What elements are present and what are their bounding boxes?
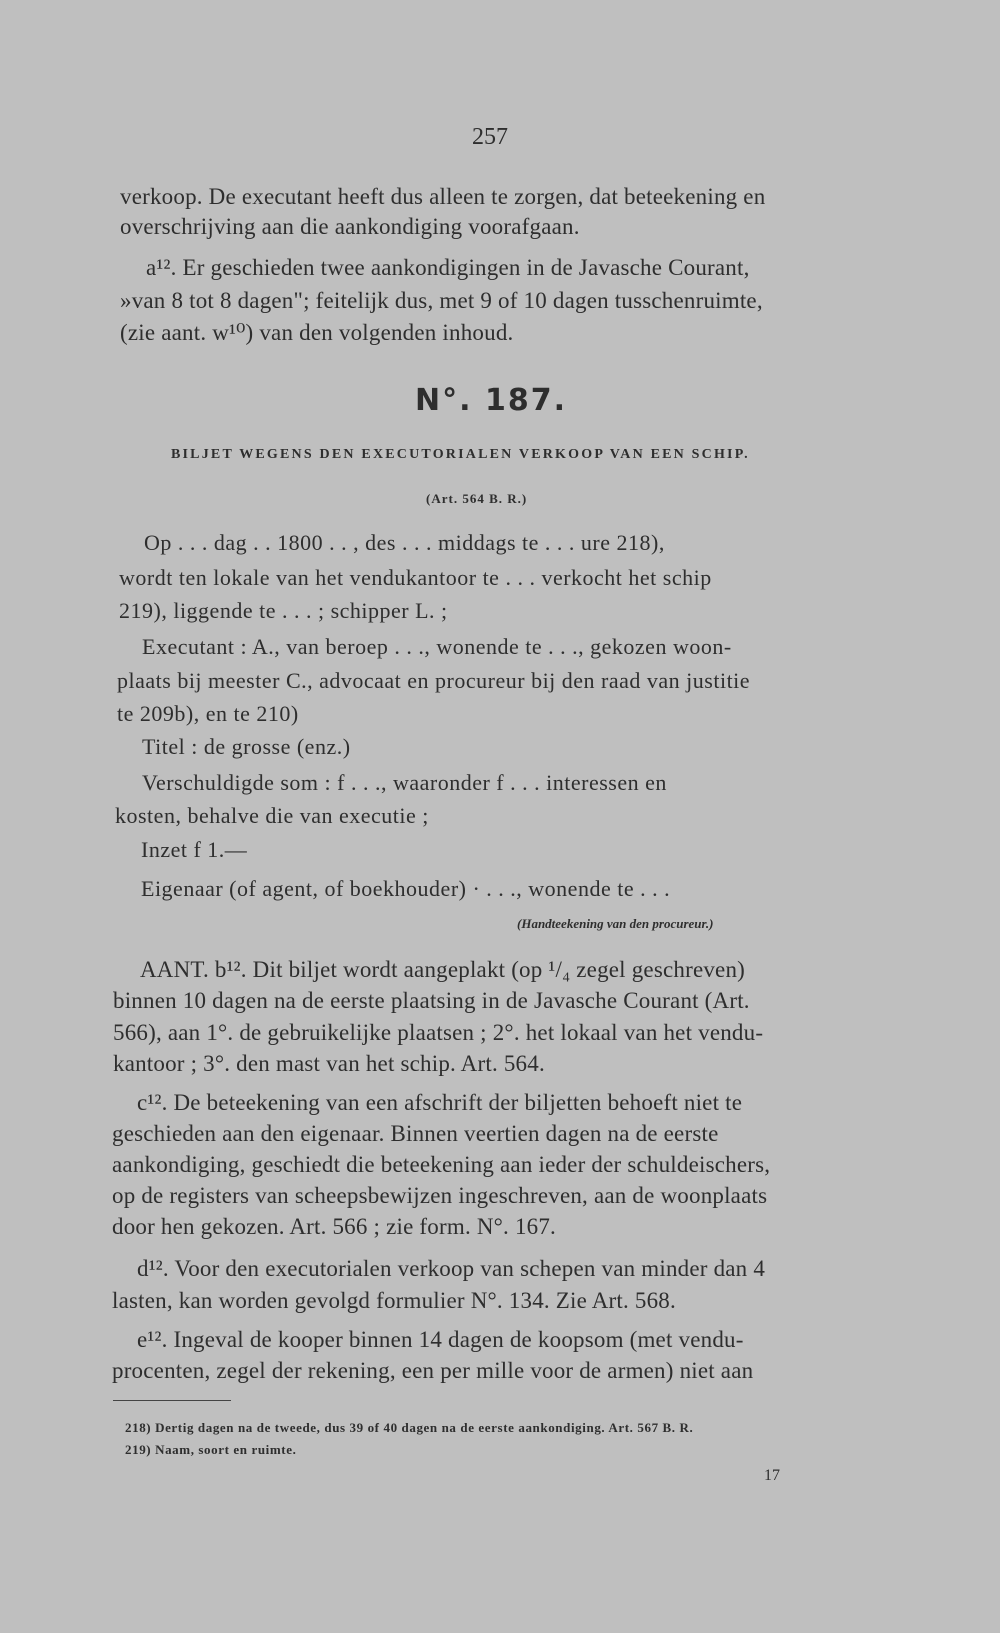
form-line: Inzet f 1.— xyxy=(141,837,248,862)
form-line: te 209b), en te 210) xyxy=(117,701,299,726)
form-line: Titel : de grosse (enz.) xyxy=(142,734,351,759)
form-line: wordt ten lokale van het vendukantoor te . . . verkocht het schip xyxy=(119,565,712,590)
text-line: geschieden aan den eigenaar. Binnen veertien dagen na de eerste xyxy=(112,1121,719,1146)
form-title: BILJET WEGENS DEN EXECUTORIALEN VERKOOP VAN EEN SCHIP. xyxy=(171,447,750,462)
text-line: kantoor ; 3°. den mast van het schip. Art. 564. xyxy=(113,1051,545,1076)
footnote: 219) Naam, soort en ruimte. xyxy=(125,1442,297,1457)
article-reference: (Art. 564 B. R.) xyxy=(426,491,528,506)
text-line: c¹². De beteekening van een afschrift der biljetten behoeft niet te xyxy=(137,1090,743,1115)
page-number: 257 xyxy=(472,124,508,150)
form-line: Executant : A., van beroep . . ., wonende te . . ., gekozen woon- xyxy=(142,634,732,659)
form-line: kosten, behalve die van executie ; xyxy=(115,803,429,828)
form-line: 219), liggende te . . . ; schipper L. ; xyxy=(119,598,448,623)
text-line: d¹². Voor den executorialen verkoop van schepen van minder dan 4 xyxy=(137,1256,766,1281)
text-line: e¹². Ingeval de kooper binnen 14 dagen de koopsom (met vendu- xyxy=(137,1327,744,1352)
text-line: verkoop. De executant heeft dus alleen te zorgen, dat beteekening en xyxy=(120,184,766,209)
signature-note: (Handteekening van den procureur.) xyxy=(517,916,714,931)
text-line: door hen gekozen. Art. 566 ; zie form. N°. 167. xyxy=(112,1214,556,1239)
text-line: lasten, kan worden gevolgd formulier N°. 134. Zie Art. 568. xyxy=(112,1288,676,1313)
text-line: (zie aant. w¹⁰) van den volgenden inhoud. xyxy=(120,320,514,345)
form-line: plaats bij meester C., advocaat en procureur bij den raad van justitie xyxy=(117,668,751,693)
text-line: procenten, zegel der rekening, een per mille voor de armen) niet aan xyxy=(112,1358,754,1383)
form-line: Eigenaar (of agent, of boekhouder) · . . ., wonende te . . . xyxy=(141,876,671,901)
text-line: overschrijving aan die aankondiging voorafgaan. xyxy=(120,214,580,239)
signature-number: 17 xyxy=(764,1467,780,1484)
text-line: »van 8 tot 8 dagen"; feitelijk dus, met 9 of 10 dagen tusschenruimte, xyxy=(120,288,763,313)
text-line: aankondiging, geschiedt die beteekening aan ieder der schuldeischers, xyxy=(112,1152,771,1177)
text-line: op de registers van scheepsbewijzen ingeschreven, aan de woonplaats xyxy=(112,1183,768,1208)
footnote-rule xyxy=(113,1400,231,1401)
text-line: AANT. b¹². Dit biljet wordt aangeplakt (op ¹/₄ zegel geschreven) xyxy=(140,957,746,982)
text-line: 566), aan 1°. de gebruikelijke plaatsen ; 2°. het lokaal van het vendu- xyxy=(113,1020,764,1045)
footnote: 218) Dertig dagen na de tweede, dus 39 of 40 dagen na de eerste aankondiging. Art. 567 B. R. xyxy=(125,1420,694,1435)
form-number: N°. 187. xyxy=(415,383,567,418)
form-line: Op . . . dag . . 1800 . . , des . . . middags te . . . ure 218), xyxy=(144,530,665,555)
text-line: binnen 10 dagen na de eerste plaatsing in de Javasche Courant (Art. xyxy=(113,988,750,1013)
text-line: a¹². Er geschieden twee aankondigingen in de Javasche Courant, xyxy=(146,255,750,280)
form-line: Verschuldigde som : f . . ., waaronder f . . . interessen en xyxy=(142,770,667,795)
